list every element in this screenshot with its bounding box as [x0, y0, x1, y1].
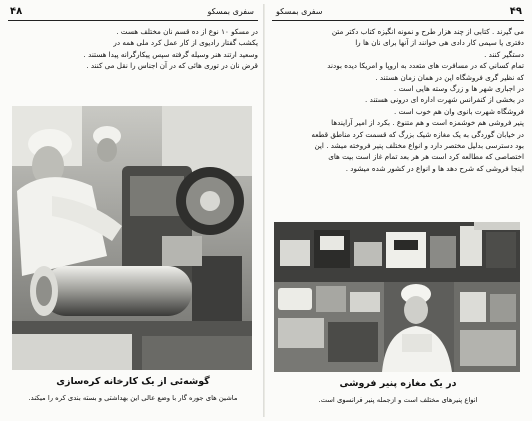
left-running-head: سفری بمسکو [207, 7, 254, 16]
text-line: در خیابان گوردگی به یک مغازه شیک بزرگ که قسمت کرد مناطق قطعه [311, 129, 524, 139]
right-page-number: ۴۹ [509, 6, 522, 17]
text-line: پنیر فروشی هم خوشمزه است و هم متنوع . بکرد از امیر آرایندها [331, 118, 524, 128]
text-line: تمام کساني که در مسافرت های متعدد به اروپا و امریکا دیده بودند [327, 61, 524, 71]
butter-factory-photo [12, 106, 252, 370]
left-page-header [8, 6, 258, 21]
text-line: فروشگاه شهرت بانوی وان هم خوب است . [393, 106, 524, 116]
left-page-text [8, 26, 258, 72]
right-photo-caption-title: در یک مغازه پنیر فروشی [339, 378, 457, 389]
cheese-shop-photo [274, 222, 520, 372]
text-line: دستگیر کنند . [484, 49, 524, 59]
left-photo-caption-title: گوشه‌ئی از یک کارخانه کره‌سازی [56, 376, 210, 387]
text-line: در اجباری شهر ها و زرگ وسته هایی است . [393, 84, 524, 94]
left-page [8, 6, 258, 415]
text-line: دفتری یا سیمی کار دادی هی خوانند از آنها برای نان ها را [355, 38, 524, 48]
text-line: اختصاصی که مطالعه کرد است هر هر بعد تمام غاز است بیت های [328, 152, 524, 162]
text-line: در مسکو ۱۰ نوع از ده قسم نان مختلف هست . [116, 27, 258, 36]
left-photo-caption-subtitle: ماشین های جوره گار با وضع عالی این بهداشتی و بسته بندی کره را میکند. [28, 394, 238, 402]
butter-factory-illustration [12, 106, 252, 370]
left-page-number: ۴۸ [10, 6, 23, 17]
text-line: در بخشی از کنفرانس شهرت اداره ای درونی هستند . [365, 95, 524, 105]
text-line: قرض نان در توری هائی که در آن اجناس را نقل می کنند . [86, 61, 258, 71]
text-line: بود دسترسی بدلیل مختصر دارد و انواع مختلف پنیر فروخته میشد . این [314, 141, 524, 151]
cheese-shop-illustration [274, 222, 520, 372]
text-line: که نظیر گری فروشگاه این در همان زمان هستند . [375, 72, 524, 82]
text-line: یکشب گفتار رادیوی از کار عمل کرد ملی همه در [113, 38, 258, 48]
right-page-text [272, 26, 524, 174]
right-running-head: سفری بمسکو [276, 7, 323, 16]
right-page-header [272, 6, 524, 21]
text-line: وسعید ارتند هنر وسیله گرفته سپس پیکارگرانه پیدا هستند . [83, 49, 258, 59]
text-line: اینجا فروشی که شرح دهد ها و انواع در کشور شده میشود . [345, 163, 524, 173]
right-photo-caption-subtitle: انواع پنیرهای مختلف است و ازجمله پنیر فرانسوی است. [318, 396, 478, 404]
text-line: می گیرند . کتابی از چند هزار طرح و نمونه انگیزه کتاب دکتر متن [331, 27, 524, 36]
book-gutter [263, 4, 265, 417]
right-page [272, 6, 524, 415]
